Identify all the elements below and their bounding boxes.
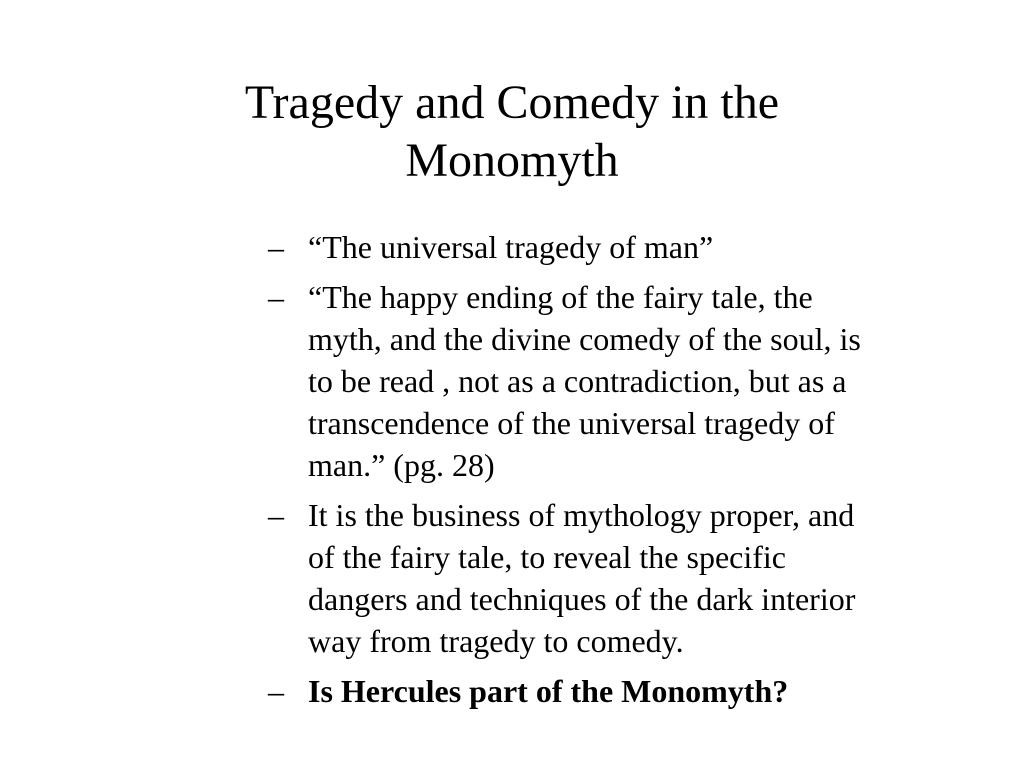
bullet-text-line: “The universal tragedy of man” (308, 229, 714, 265)
bullet-text (308, 670, 1004, 712)
bullet-text-line: of the fairy tale, to reveal the specific (308, 539, 786, 575)
bullet-text (308, 226, 1004, 268)
bullet-item (268, 494, 1004, 662)
bullet-text-line: way from tragedy to comedy. (308, 623, 684, 659)
bullet-marker: – (268, 229, 284, 265)
bullet-text-line: dangers and techniques of the dark interior (308, 581, 856, 617)
bullet-marker: – (268, 279, 284, 315)
bullet-text-line: man.” (pg. 28) (308, 447, 495, 483)
bullet-item (268, 276, 1004, 486)
bullet-text-line: “The happy ending of the fairy tale, the (308, 279, 813, 315)
bullet-marker: – (268, 497, 284, 533)
bullet-text-line: Is Hercules part of the Monomyth? (308, 673, 789, 709)
bullet-list (268, 226, 1004, 720)
bullet-text (308, 494, 1004, 662)
bullet-text (308, 276, 1004, 486)
bullet-marker: – (268, 673, 284, 709)
slide-title (112, 74, 912, 190)
bullet-text-line: myth, and the divine comedy of the soul, is (308, 321, 861, 357)
bullet-text-line: to be read , not as a contradiction, but as a (308, 363, 847, 399)
slide-title-line: Monomyth (405, 134, 619, 187)
bullet-item (268, 226, 1004, 268)
bullet-text-line: It is the business of mythology proper, and (308, 497, 855, 533)
bullet-text-line: transcendence of the universal tragedy of (308, 405, 835, 441)
slide-title-line: Tragedy and Comedy in the (244, 76, 780, 129)
bullet-item-question (268, 670, 1004, 712)
